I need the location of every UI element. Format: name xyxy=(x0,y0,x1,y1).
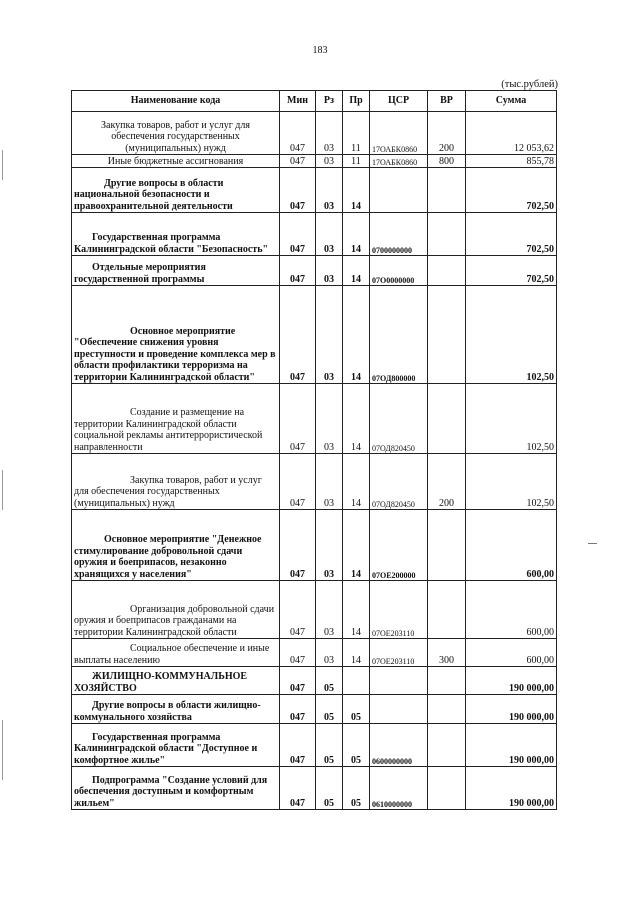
scan-margin-mark xyxy=(2,150,3,180)
cell-min: 047 xyxy=(280,454,316,510)
cell-pr: 14 xyxy=(343,384,370,454)
header-csr: ЦСР xyxy=(370,91,428,112)
cell-sum: 600,00 xyxy=(466,639,557,667)
table-row xyxy=(72,384,557,454)
cell-min: 047 xyxy=(280,667,316,695)
header-min: Мин xyxy=(280,91,316,112)
cell-pr: 14 xyxy=(343,510,370,581)
cell-csr: 07ОЕ200000 xyxy=(370,510,428,581)
cell-min: 047 xyxy=(280,256,316,286)
table-row xyxy=(72,767,557,810)
cell-sum: 702,50 xyxy=(466,256,557,286)
cell-csr: 07ОЕ203110 xyxy=(370,581,428,639)
cell-name: Закупка товаров, работ и услуг для обеспечения государственных (муниципальных) нужд xyxy=(72,454,280,510)
cell-rz: 03 xyxy=(316,454,343,510)
cell-sum: 102,50 xyxy=(466,454,557,510)
cell-name: Основное мероприятие "Денежное стимулирование добровольной сдачи оружия и боеприпасов, незаконно хранящихся у населения" xyxy=(72,510,280,581)
cell-min: 047 xyxy=(280,581,316,639)
cell-sum: 102,50 xyxy=(466,384,557,454)
cell-rz: 05 xyxy=(316,767,343,810)
cell-min: 047 xyxy=(280,767,316,810)
cell-csr xyxy=(370,667,428,695)
cell-vr: 200 xyxy=(428,454,466,510)
cell-min: 047 xyxy=(280,168,316,213)
cell-vr: 200 xyxy=(428,112,466,155)
cell-vr xyxy=(428,581,466,639)
cell-min: 047 xyxy=(280,724,316,767)
cell-csr xyxy=(370,168,428,213)
cell-pr: 14 xyxy=(343,213,370,256)
table-row xyxy=(72,667,557,695)
table-row xyxy=(72,213,557,256)
cell-rz: 03 xyxy=(316,112,343,155)
cell-pr: 14 xyxy=(343,639,370,667)
cell-pr: 11 xyxy=(343,155,370,168)
cell-pr: 14 xyxy=(343,581,370,639)
cell-min: 047 xyxy=(280,384,316,454)
header-rz: Рз xyxy=(316,91,343,112)
cell-min: 047 xyxy=(280,155,316,168)
cell-rz: 03 xyxy=(316,510,343,581)
cell-csr xyxy=(370,695,428,724)
cell-vr xyxy=(428,667,466,695)
cell-sum: 190 000,00 xyxy=(466,724,557,767)
header-sum: Сумма xyxy=(466,91,557,112)
cell-name: Иные бюджетные ассигнования xyxy=(72,155,280,168)
table-row xyxy=(72,510,557,581)
cell-pr: 14 xyxy=(343,454,370,510)
cell-vr xyxy=(428,767,466,810)
cell-min: 047 xyxy=(280,695,316,724)
table-row xyxy=(72,724,557,767)
table-row xyxy=(72,639,557,667)
cell-vr xyxy=(428,168,466,213)
cell-name: Закупка товаров, работ и услуг для обеспечения государственных (муниципальных) нужд xyxy=(72,112,280,155)
cell-sum: 600,00 xyxy=(466,510,557,581)
cell-sum: 702,50 xyxy=(466,168,557,213)
cell-pr xyxy=(343,667,370,695)
page-number: 183 xyxy=(312,45,328,56)
cell-vr xyxy=(428,384,466,454)
cell-pr: 14 xyxy=(343,256,370,286)
cell-vr xyxy=(428,286,466,384)
cell-name: Создание и размещение на территории Калининградской области социальной рекламы антитеррористической направленности xyxy=(72,384,280,454)
cell-csr: 07ОД820450 xyxy=(370,384,428,454)
cell-csr: 07ОД800000 xyxy=(370,286,428,384)
cell-csr: 0610000000 xyxy=(370,767,428,810)
cell-csr: 0600000000 xyxy=(370,724,428,767)
cell-rz: 03 xyxy=(316,384,343,454)
cell-rz: 05 xyxy=(316,724,343,767)
cell-sum: 190 000,00 xyxy=(466,695,557,724)
cell-min: 047 xyxy=(280,213,316,256)
cell-csr: 07О0000000 xyxy=(370,256,428,286)
cell-name: Государственная программа Калининградской области "Доступное и комфортное жилье" xyxy=(72,724,280,767)
cell-rz: 03 xyxy=(316,286,343,384)
scan-margin-mark xyxy=(2,470,3,510)
cell-vr: 800 xyxy=(428,155,466,168)
budget-table xyxy=(71,90,557,810)
cell-name: Основное мероприятие "Обеспечение снижения уровня преступности и проведение комплекса мер в области профилактики терроризма на территории Калининградской области" xyxy=(72,286,280,384)
header-vr: ВР xyxy=(428,91,466,112)
table-row xyxy=(72,155,557,168)
cell-pr: 14 xyxy=(343,168,370,213)
cell-rz: 03 xyxy=(316,155,343,168)
units-label: (тыс.рублей) xyxy=(501,79,558,90)
table-row xyxy=(72,581,557,639)
cell-vr xyxy=(428,510,466,581)
cell-sum: 702,50 xyxy=(466,213,557,256)
table-header-row xyxy=(72,91,557,112)
table-row xyxy=(72,112,557,155)
cell-name: Государственная программа Калининградской области "Безопасность" xyxy=(72,213,280,256)
cell-pr: 11 xyxy=(343,112,370,155)
cell-vr: 300 xyxy=(428,639,466,667)
cell-sum: 855,78 xyxy=(466,155,557,168)
cell-pr: 14 xyxy=(343,286,370,384)
header-name: Наименование кода xyxy=(72,91,280,112)
cell-sum: 102,50 xyxy=(466,286,557,384)
cell-pr: 05 xyxy=(343,724,370,767)
cell-name: Другие вопросы в области национальной безопасности и правоохранительной деятельности xyxy=(72,168,280,213)
table-row xyxy=(72,695,557,724)
cell-rz: 03 xyxy=(316,256,343,286)
cell-rz: 05 xyxy=(316,695,343,724)
cell-min: 047 xyxy=(280,639,316,667)
table-row xyxy=(72,454,557,510)
cell-sum: 12 053,62 xyxy=(466,112,557,155)
cell-name: Социальное обеспечение и иные выплаты населению xyxy=(72,639,280,667)
header-pr: Пр xyxy=(343,91,370,112)
scan-margin-mark xyxy=(588,543,597,544)
cell-sum: 190 000,00 xyxy=(466,767,557,810)
table-row xyxy=(72,256,557,286)
cell-csr: 17ОАБК0860 xyxy=(370,155,428,168)
cell-pr: 05 xyxy=(343,695,370,724)
scan-margin-mark xyxy=(2,720,3,780)
cell-name: Организация добровольной сдачи оружия и боеприпасов гражданами на территории Калининградской области xyxy=(72,581,280,639)
cell-name: Другие вопросы в области жилищно-коммунального хозяйства xyxy=(72,695,280,724)
table-row xyxy=(72,168,557,213)
cell-csr: 07ОЕ203110 xyxy=(370,639,428,667)
cell-rz: 03 xyxy=(316,168,343,213)
cell-name: Подпрограмма "Создание условий для обеспечения доступным и комфортным жильем" xyxy=(72,767,280,810)
cell-csr: 0700000000 xyxy=(370,213,428,256)
cell-csr: 07ОД820450 xyxy=(370,454,428,510)
cell-sum: 600,00 xyxy=(466,581,557,639)
cell-name: Отдельные мероприятия государственной программы xyxy=(72,256,280,286)
cell-rz: 03 xyxy=(316,639,343,667)
cell-pr: 05 xyxy=(343,767,370,810)
cell-min: 047 xyxy=(280,510,316,581)
cell-sum: 190 000,00 xyxy=(466,667,557,695)
cell-rz: 03 xyxy=(316,581,343,639)
cell-rz: 03 xyxy=(316,213,343,256)
cell-min: 047 xyxy=(280,112,316,155)
cell-min: 047 xyxy=(280,286,316,384)
cell-vr xyxy=(428,695,466,724)
table-row xyxy=(72,286,557,384)
cell-vr xyxy=(428,256,466,286)
cell-csr: 17ОАБК0860 xyxy=(370,112,428,155)
cell-name: ЖИЛИЩНО-КОММУНАЛЬНОЕ ХОЗЯЙСТВО xyxy=(72,667,280,695)
cell-vr xyxy=(428,724,466,767)
cell-vr xyxy=(428,213,466,256)
cell-rz: 05 xyxy=(316,667,343,695)
